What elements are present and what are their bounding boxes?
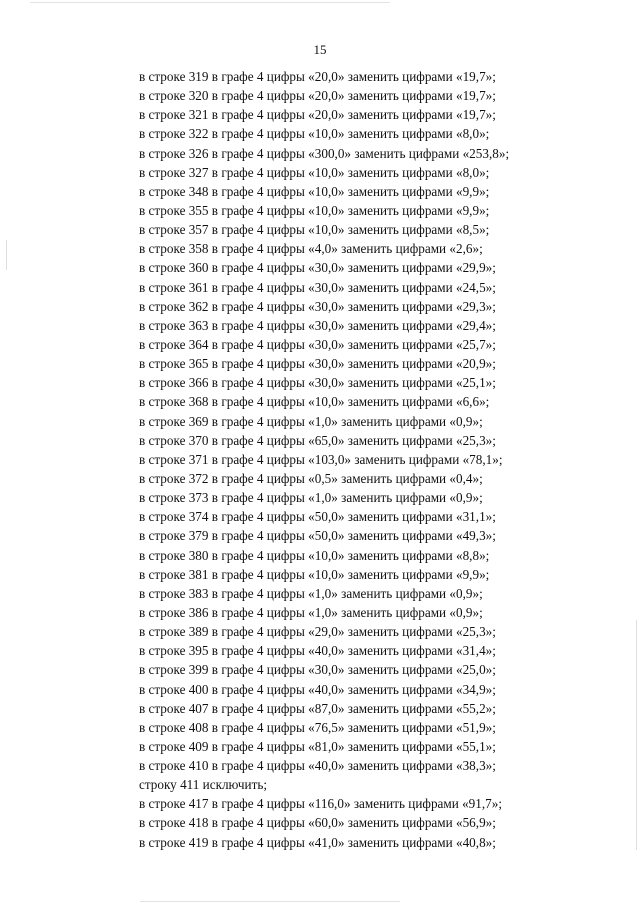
- amendment-list: [139, 67, 609, 852]
- amendment-line: в строке 373 в графе 4 цифры «1,0» заменить цифрами «0,9»;: [139, 490, 483, 506]
- amendment-line: в строке 366 в графе 4 цифры «30,0» заменить цифрами «25,1»;: [139, 375, 496, 391]
- amendment-line: в строке 326 в графе 4 цифры «300,0» заменить цифрами «253,8»;: [139, 145, 510, 161]
- amendment-line: в строке 319 в графе 4 цифры «20,0» заменить цифрами «19,7»;: [139, 69, 496, 84]
- amendment-line: в строке 321 в графе 4 цифры «20,0» заменить цифрами «19,7»;: [139, 107, 496, 123]
- amendment-line: в строке 371 в графе 4 цифры «103,0» заменить цифрами «78,1»;: [139, 451, 503, 467]
- amendment-line: в строке 389 в графе 4 цифры «29,0» заменить цифрами «25,3»;: [139, 624, 496, 640]
- amendment-line: в строке 418 в графе 4 цифры «60,0» заменить цифрами «56,9»;: [139, 815, 496, 831]
- amendment-line: в строке 358 в графе 4 цифры «4,0» заменить цифрами «2,6»;: [139, 241, 483, 257]
- amendment-line: в строке 399 в графе 4 цифры «30,0» заменить цифрами «25,0»;: [139, 662, 496, 678]
- amendment-line: в строке 383 в графе 4 цифры «1,0» заменить цифрами «0,9»;: [139, 585, 483, 601]
- amendment-line: в строке 381 в графе 4 цифры «10,0» заменить цифрами «9,9»;: [139, 566, 490, 582]
- amendment-line: в строке 360 в графе 4 цифры «30,0» заменить цифрами «29,9»;: [139, 260, 496, 276]
- scan-artifact-right: [636, 620, 637, 850]
- amendment-line: в строке 407 в графе 4 цифры «87,0» заменить цифрами «55,2»;: [139, 700, 496, 716]
- amendment-line: в строке 408 в графе 4 цифры «76,5» заменить цифрами «51,9»;: [139, 719, 496, 735]
- amendment-line: в строке 386 в графе 4 цифры «1,0» заменить цифрами «0,9»;: [139, 604, 483, 620]
- amendment-line: в строке 364 в графе 4 цифры «30,0» заменить цифрами «25,7»;: [139, 336, 496, 352]
- amendment-line: в строке 322 в графе 4 цифры «10,0» заменить цифрами «8,0»;: [139, 126, 490, 142]
- amendment-line: в строке 365 в графе 4 цифры «30,0» заменить цифрами «20,9»;: [139, 356, 496, 372]
- amendment-line: в строке 368 в графе 4 цифры «10,0» заменить цифрами «6,6»;: [139, 394, 490, 410]
- amendment-line: в строке 395 в графе 4 цифры «40,0» заменить цифрами «31,4»;: [139, 643, 496, 659]
- amendment-line: в строке 400 в графе 4 цифры «40,0» заменить цифрами «34,9»;: [139, 681, 496, 697]
- amendment-line: в строке 363 в графе 4 цифры «30,0» заменить цифрами «29,4»;: [139, 317, 496, 333]
- amendment-line: строку 411 исключить;: [139, 777, 268, 793]
- amendment-line: в строке 320 в графе 4 цифры «20,0» заменить цифрами «19,7»;: [139, 88, 496, 104]
- amendment-line: в строке 361 в графе 4 цифры «30,0» заменить цифрами «24,5»;: [139, 279, 496, 295]
- amendment-line: в строке 374 в графе 4 цифры «50,0» заменить цифрами «31,1»;: [139, 509, 496, 525]
- amendment-line: в строке 409 в графе 4 цифры «81,0» заменить цифрами «55,1»;: [139, 738, 496, 754]
- page-number: 15: [313, 42, 327, 57]
- amendment-line: в строке 348 в графе 4 цифры «10,0» заменить цифрами «9,9»;: [139, 183, 490, 199]
- amendment-line: в строке 327 в графе 4 цифры «10,0» заменить цифрами «8,0»;: [139, 164, 490, 180]
- amendment-line: в строке 410 в графе 4 цифры «40,0» заменить цифрами «38,3»;: [139, 758, 496, 774]
- scan-artifact-bottom: [140, 901, 400, 902]
- amendment-line: в строке 355 в графе 4 цифры «10,0» заменить цифрами «9,9»;: [139, 202, 490, 218]
- amendment-line: в строке 372 в графе 4 цифры «0,5» заменить цифрами «0,4»;: [139, 470, 483, 486]
- amendment-line: в строке 357 в графе 4 цифры «10,0» заменить цифрами «8,5»;: [139, 222, 490, 238]
- scan-artifact-left: [6, 240, 7, 270]
- amendment-line: в строке 380 в графе 4 цифры «10,0» заменить цифрами «8,8»;: [139, 547, 490, 563]
- amendment-line: в строке 369 в графе 4 цифры «1,0» заменить цифрами «0,9»;: [139, 413, 483, 429]
- scan-artifact-top: [30, 2, 390, 3]
- amendment-line: в строке 417 в графе 4 цифры «116,0» заменить цифрами «91,7»;: [139, 796, 503, 812]
- amendment-line: в строке 362 в графе 4 цифры «30,0» заменить цифрами «29,3»;: [139, 298, 496, 314]
- amendment-line: в строке 379 в графе 4 цифры «50,0» заменить цифрами «49,3»;: [139, 528, 496, 544]
- amendment-line: в строке 370 в графе 4 цифры «65,0» заменить цифрами «25,3»;: [139, 432, 496, 448]
- amendment-line: в строке 419 в графе 4 цифры «41,0» заменить цифрами «40,8»;: [139, 834, 496, 850]
